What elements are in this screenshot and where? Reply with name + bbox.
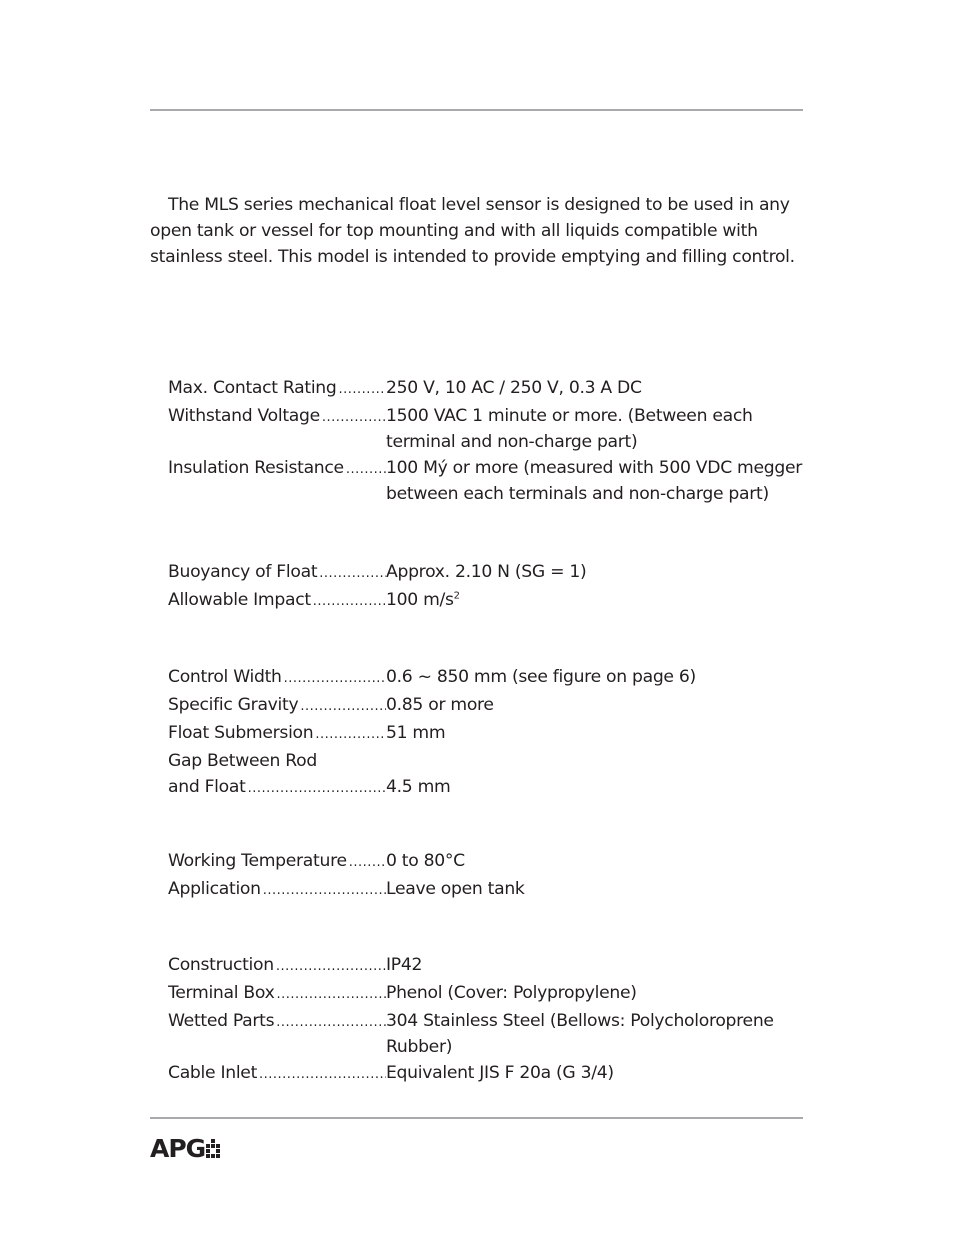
spec-value: Approx. 2.10 N (SG = 1) [386, 562, 587, 582]
spec-value: 100 Mý or more (measured with 500 VDC megger between each terminals and non-charge part) [386, 458, 803, 504]
spec-row [168, 455, 818, 507]
logo-grid-icon [206, 1139, 220, 1158]
spec-label: Wetted Parts [168, 1011, 275, 1031]
spec-row [168, 1060, 818, 1088]
spec-label: Construction [168, 955, 274, 975]
spec-value: 4.5 mm [386, 777, 451, 797]
spec-group-electrical [168, 375, 818, 507]
spec-row [168, 1008, 818, 1060]
spec-label: Float Submersion [168, 723, 314, 743]
spec-label: Control Width [168, 667, 282, 687]
spec-value [386, 748, 818, 774]
spec-row [168, 876, 818, 904]
spec-label: Specific Gravity [168, 695, 299, 715]
spec-label: Working Temperature [168, 851, 347, 871]
spec-value: Equivalent JIS F 20a (G 3/4) [386, 1063, 614, 1083]
superscript: 2 [453, 590, 460, 602]
spec-label: and Float [168, 777, 246, 797]
logo-text: APG [150, 1133, 206, 1163]
spec-label: Terminal Box [168, 983, 275, 1003]
spec-group-mechanical [168, 559, 818, 615]
spec-value: 51 mm [386, 723, 446, 743]
spec-label: Gap Between Rod [168, 751, 317, 771]
spec-row [168, 664, 818, 692]
spec-label: Buoyancy of Float [168, 562, 318, 582]
intro-paragraph: The MLS series mechanical float level sensor is designed to be used in any open tank or vessel for top mounting and with all liquids compatible with stainless steel. This model is intended to provide emptying and filling control. [150, 195, 795, 267]
spec-group-performance [168, 664, 818, 802]
apg-logo [150, 1133, 240, 1163]
spec-value: 250 V, 10 AC / 250 V, 0.3 A DC [386, 378, 642, 398]
spec-value: 304 Stainless Steel (Bellows: Polycholoroprene Rubber) [386, 1011, 774, 1057]
spec-value: 0 to 80°C [386, 851, 465, 871]
spec-value: Leave open tank [386, 879, 525, 899]
spec-row [168, 952, 818, 980]
spec-row [168, 403, 818, 455]
spec-label: Application [168, 879, 261, 899]
spec-row [168, 692, 818, 720]
spec-value: 0.85 or more [386, 695, 494, 715]
spec-label: Cable Inlet [168, 1063, 258, 1083]
spec-value: IP42 [386, 955, 423, 975]
spec-value: 1500 VAC 1 minute or more. (Between each terminal and non-charge part) [386, 406, 753, 452]
spec-label: Max. Contact Rating [168, 378, 337, 398]
spec-row [168, 748, 818, 774]
spec-row [168, 774, 818, 802]
spec-row [168, 559, 818, 587]
spec-label: Insulation Resistance [168, 458, 344, 478]
spec-row [168, 848, 818, 876]
spec-value: 100 $m/s^2$ [386, 590, 460, 610]
spec-label: Allowable Impact [168, 590, 311, 610]
footer-rule [150, 1117, 803, 1119]
spec-group-environmental [168, 848, 818, 904]
spec-row [168, 375, 818, 403]
spec-row [168, 587, 818, 615]
spec-value: 0.6 ~ 850 mm (see figure on page 6) [386, 667, 696, 687]
spec-value: Phenol (Cover: Polypropylene) [386, 983, 637, 1003]
spec-row [168, 980, 818, 1008]
spec-label: Withstand Voltage [168, 406, 320, 426]
spec-group-materials [168, 952, 818, 1088]
header-rule [150, 109, 803, 111]
spec-row [168, 720, 818, 748]
